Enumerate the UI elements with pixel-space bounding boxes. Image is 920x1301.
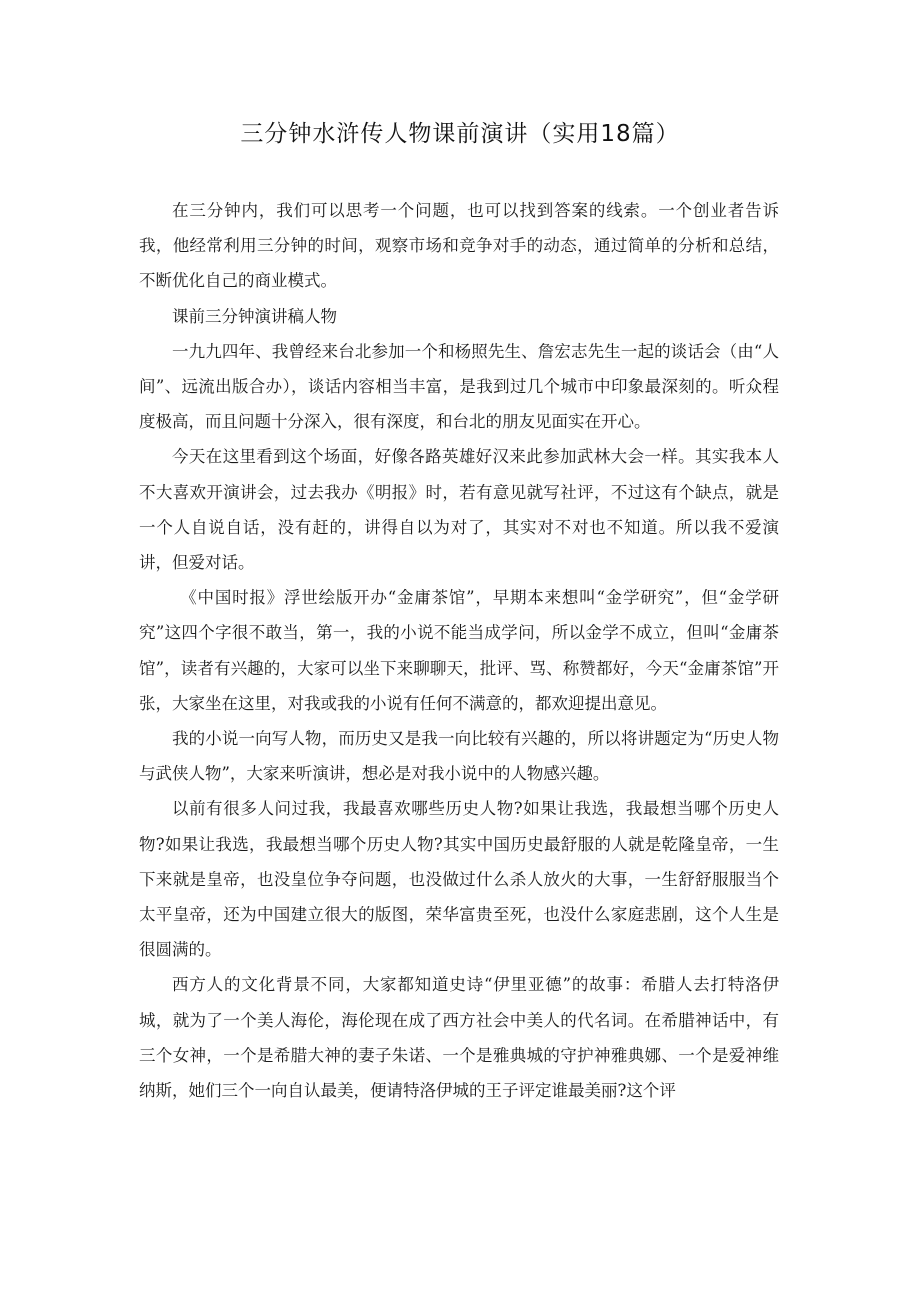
document-title: 三分钟水浒传人物课前演讲（实用18篇） [240,121,680,147]
paragraph: 以前有很多人问过我，我最喜欢哪些历史人物?如果让我选，我最想当哪个历史人物?如果让我选，我最想当哪个历史人物?其实中国历史最舒服的人就是乾隆皇帝，一生下来就是皇帝，也没皇位争夺问题，也没做过什么杀人放火的大事，一生舒舒服服当个太平皇帝，还为中国建立很大的版图，荣华富贵至死，也没什么家庭悲剧，这个人生是很圆满的。 [139,799,779,960]
paragraph: 课前三分钟演讲稿人物 [172,306,337,326]
paragraph: 西方人的文化背景不同，大家都知道史诗“伊里亚德”的故事：希腊人去打特洛伊城，就为了一个美人海伦，海伦现在成了西方社会中美人的代名词。在希腊神话中，有三个女神，一个是希腊大神的妻子朱诺、一个是雅典城的守护神雅典娜、一个是爱神维纳斯，她们三个一向自认最美，便请特洛伊城的王子评定谁最美丽?这个评 [139,975,779,1101]
paragraph: 今天在这里看到这个场面，好像各路英雄好汉来此参加武林大会一样。其实我本人不大喜欢开演讲会，过去我办《明报》时，若有意见就写社评，不过这有个缺点，就是一个人自说自话，没有赶的，讲得自以为对了，其实对不对也不知道。所以我不爱演讲，但爱对话。 [139,447,779,573]
paragraph: 《中国时报》浮世绘版开办“金庸茶馆”，早期本来想叫“金学研究”，但“金学研究”这四个字很不敢当，第一，我的小说不能当成学问，所以金学不成立，但叫“金庸茶馆”，读者有兴趣的，大家可以坐下来聊聊天，批评、骂、称赞都好，今天“金庸茶馆”开张，大家坐在这里，对我或我的小说有任何不满意的，都欢迎提出意见。 [139,588,779,713]
document-body [139,193,779,1108]
paragraph: 我的小说一向写人物，而历史又是我一向比较有兴趣的，所以将讲题定为“历史人物与武侠人物”，大家来听演讲，想必是对我小说中的人物感兴趣。 [139,729,779,784]
paragraph: 在三分钟内，我们可以思考一个问题，也可以找到答案的线索。一个创业者告诉我，他经常利用三分钟的时间，观察市场和竞争对手的动态，通过简单的分析和总结，不断优化自己的商业模式。 [139,201,779,291]
paragraph: 一九九四年、我曾经来台北参加一个和杨照先生、詹宏志先生一起的谈话会（由“人间”、远流出版合办），谈话内容相当丰富，是我到过几个城市中印象最深刻的。听众程度极高，而且问题十分深入，很有深度，和台北的朋友见面实在开心。 [139,341,779,432]
